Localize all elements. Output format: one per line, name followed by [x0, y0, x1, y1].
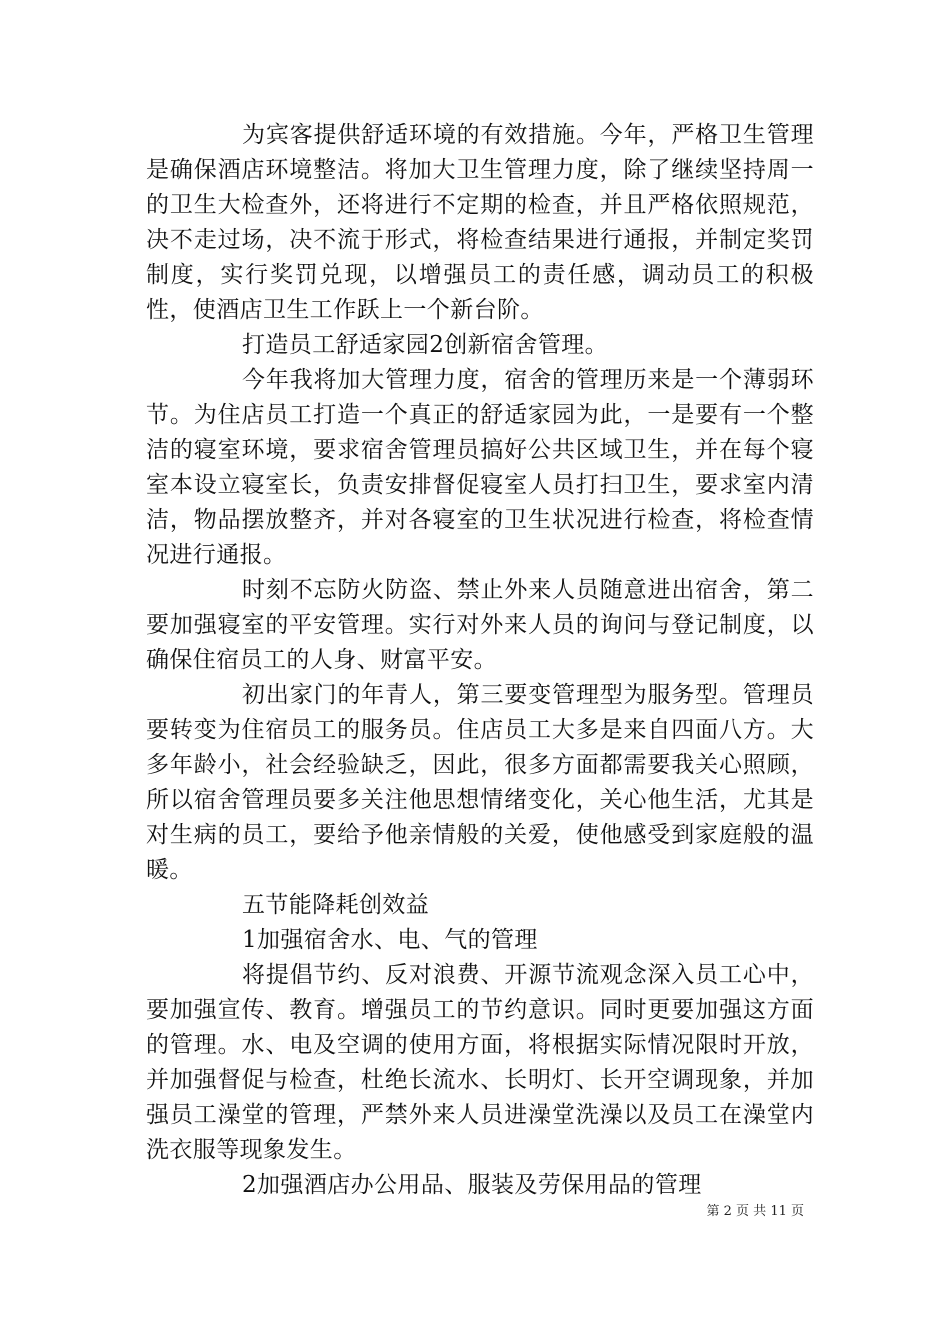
- page-number: 第 2 页 共 11 页: [706, 1204, 804, 1219]
- subsection-heading: 2加强酒店办公用品、服装及劳保用品的管理: [242, 1172, 702, 1198]
- document-body: [146, 118, 814, 1203]
- paragraph: 初出家门的年青人，第三要变管理型为服务型。管理员要转变为住宿员工的服务员。住店员工大多是来自四面八方。大多年龄小，社会经验缺乏，因此，很多方面都需要我关心照顾，所以宿舍管理员要多关注他思想情绪变化，关心他生活，尤其是对生病的员工，要给予他亲情般的关爱，使他感受到家庭般的温暖。: [146, 682, 814, 883]
- paragraph: 为宾客提供舒适环境的有效措施。今年，严格卫生管理是确保酒店环境整洁。将加大卫生管理力度，除了继续坚持周一的卫生大检查外，还将进行不定期的检查，并且严格依照规范，决不走过场，决不流于形式，将检查结果进行通报，并制定奖罚制度，实行奖罚兑现，以增强员工的责任感，调动员工的积极性，使酒店卫生工作跃上一个新台阶。: [146, 122, 814, 323]
- paragraph: 时刻不忘防火防盗、禁止外来人员随意进出宿舍，第二要加强寝室的平安管理。实行对外来人员的询问与登记制度，以确保住宿员工的人身、财富平安。: [146, 577, 814, 673]
- section-heading: 五节能降耗创效益: [242, 892, 430, 918]
- subsection-heading: 1加强宿舍水、电、气的管理: [242, 927, 538, 953]
- paragraph: 今年我将加大管理力度，宿舍的管理历来是一个薄弱环节。为住店员工打造一个真正的舒适家园为此，一是要有一个整洁的寝室环境，要求宿舍管理员搞好公共区域卫生，并在每个寝室本设立寝室长，负责安排督促寝室人员打扫卫生，要求室内清洁，物品摆放整齐，并对各寝室的卫生状况进行检查，将检查情况进行通报。: [146, 367, 814, 568]
- paragraph: 打造员工舒适家园2创新宿舍管理。: [242, 332, 609, 358]
- paragraph: 将提倡节约、反对浪费、开源节流观念深入员工心中，要加强宣传、教育。增强员工的节约意识。同时更要加强这方面的管理。水、电及空调的使用方面，将根据实际情况限时开放，并加强督促与检查，杜绝长流水、长明灯、长开空调现象，并加强员工澡堂的管理，严禁外来人员进澡堂洗澡以及员工在澡堂内洗衣服等现象发生。: [146, 962, 814, 1163]
